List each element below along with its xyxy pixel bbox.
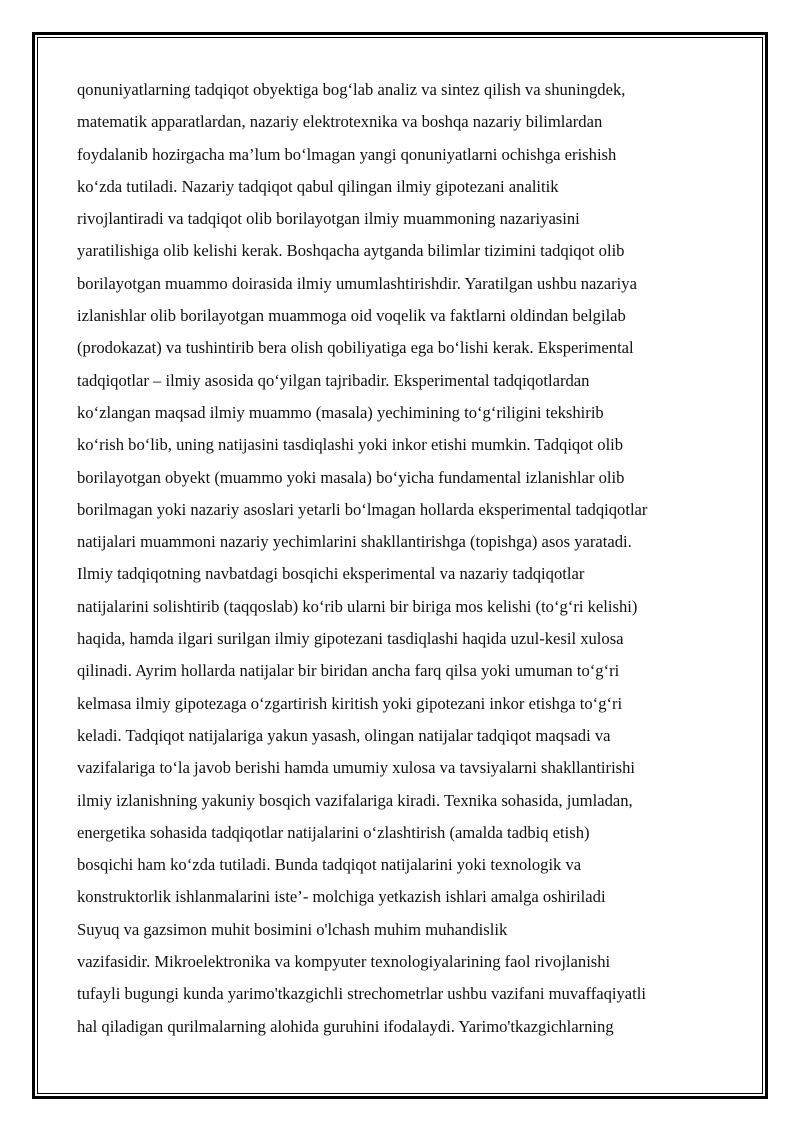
text-line: borilayotgan obyekt (muammo yoki masala) bo‘yicha fundamental izlanishlar olib [77, 467, 625, 487]
text-line: konstruktorlik ishlanmalarini iste’- molchiga yetkazish ishlari amalga oshiriladi [77, 887, 606, 907]
text-line: ilmiy izlanishning yakuniy bosqich vazifalariga kiradi. Texnika sohasida, jumladan, [77, 790, 633, 810]
text-line: ko‘rish bo‘lib, uning natijasini tasdiqlashi yoki inkor etishi mumkin. Tadqiqot olib [77, 435, 624, 455]
text-line: Suyuq va gazsimon muhit bosimini o'lchash muhim muhandislik [77, 919, 508, 939]
text-line: izlanishlar olib borilayotgan muammoga oid voqelik va faktlarni oldindan belgilab [77, 306, 626, 326]
text-line: yaratilishiga olib kelishi kerak. Boshqacha aytganda bilimlar tizimini tadqiqot olib [77, 241, 625, 261]
text-line: ko‘zlangan maqsad ilmiy muammo (masala) yechimining to‘g‘riligini tekshirib [77, 402, 604, 422]
text-line: energetika sohasida tadqiqotlar natijalarini o‘zlashtirish (amalda tadbiq etish) [77, 822, 590, 842]
text-line: (prodokazat) va tushintirib bera olish qobiliyatiga ega bo‘lishi kerak. Eksperimental [77, 338, 634, 358]
text-line: ko‘zda tutiladi. Nazariy tadqiqot qabul qilingan ilmiy gipotezani analitik [77, 176, 559, 196]
text-line: natijalarini solishtirib (taqqoslab) ko‘rib ularni bir biriga mos kelishi (to‘g‘ri kelishi) [77, 596, 638, 616]
document-body [77, 74, 729, 1043]
text-line: bosqichi ham ko‘zda tutiladi. Bunda tadqiqot natijalarini yoki texnologik va [77, 855, 582, 875]
text-line: tufayli bugungi kunda yarimo'tkazgichli strechometrlar ushbu vazifani muvaffaqiyatli [77, 984, 647, 1004]
text-line: tadqiqotlar – ilmiy asosida qo‘yilgan tajribadir. Eksperimental tadqiqotlardan [77, 370, 590, 390]
text-line: qonuniyatlarning tadqiqot obyektiga bog‘lab analiz va sintez qilish va shuningdek, [77, 80, 626, 99]
text-line: Ilmiy tadqiqotning navbatdagi bosqichi eksperimental va nazariy tadqiqotlar [77, 564, 585, 584]
text-line: vazifalariga to‘la javob berishi hamda umumiy xulosa va tavsiyalarni shakllantirishi [77, 758, 636, 778]
text-line: vazifasidir. Mikroelektronika va kompyuter texnologiyalarining faol rivojlanishi [77, 952, 611, 972]
text-line: kelmasa ilmiy gipotezaga o‘zgartirish kiritish yoki gipotezani inkor etishga to‘g‘ri [77, 693, 623, 713]
text-line: rivojlantiradi va tadqiqot olib borilayotgan ilmiy muammoning nazariyasini [77, 209, 580, 229]
text-line: borilmagan yoki nazariy asoslari yetarli bo‘lmagan hollarda eksperimental tadqiqotlar [77, 499, 648, 519]
text-line: borilayotgan muammo doirasida ilmiy umumlashtirishdir. Yaratilgan ushbu nazariya [77, 273, 637, 293]
text-line: natijalari muammoni nazariy yechimlarini shakllantirishga (topishga) asos yaratadi. [77, 532, 632, 552]
text-line: matematik apparatlardan, nazariy elektrotexnika va boshqa nazariy bilimlardan [77, 112, 603, 132]
text-line: foydalanib hozirgacha ma’lum bo‘lmagan yangi qonuniyatlarni ochishga erishish [77, 144, 617, 164]
text-line: qilinadi. Ayrim hollarda natijalar bir biridan ancha farq qilsa yoki umuman to‘g‘ri [77, 661, 620, 681]
text-line: haqida, hamda ilgari surilgan ilmiy gipotezani tasdiqlashi haqida uzul-kesil xulosa [77, 629, 624, 649]
text-line: hal qiladigan qurilmalarning alohida guruhini ifodalaydi. Yarimo'tkazgichlarning [77, 1016, 614, 1036]
text-line: keladi. Tadqiqot natijalariga yakun yasash, olingan natijalar tadqiqot maqsadi va [77, 725, 611, 745]
